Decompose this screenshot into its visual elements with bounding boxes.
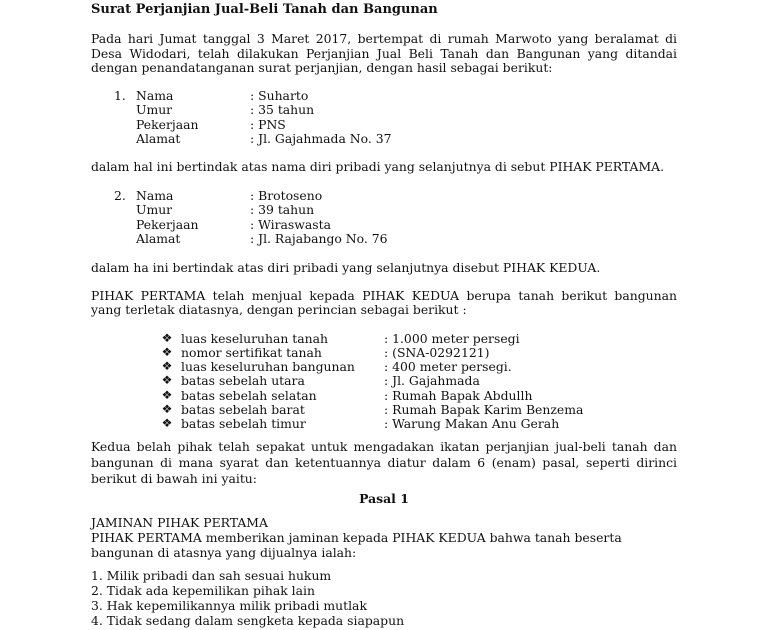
party2-value-umur: : 39 tahun [250,202,315,217]
party2-label-umur: Umur [136,202,173,217]
party1-number: 1. [114,88,126,103]
guarantee-item: 1. Milik pribadi dan sah sesuai hukum [91,568,332,583]
diamond-bullet-icon: ❖ [161,373,173,387]
party1-label-pekerjaan: Pekerjaan [136,117,199,132]
diamond-bullet-icon: ❖ [161,359,173,373]
guarantee-text-line: PIHAK PERTAMA memberikan jaminan kepada PIHAK KEDUA bahwa tanah beserta [91,530,622,545]
diamond-bullet-icon: ❖ [161,331,173,345]
detail-label: luas keseluruhan bangunan [181,359,355,374]
party1-note: dalam hal ini bertindak atas nama diri pribadi yang selanjutnya di sebut PIHAK PERTAMA. [91,159,665,174]
pasal-title [0,491,768,506]
agreement-line: berikut di bawah ini yaitu: [91,471,257,486]
intro-line: Desa Widodari, telah dilakukan Perjanjian Jual Beli Tanah dan Bangunan yang ditandai [91,46,677,61]
party1-value-umur: : 35 tahun [250,102,315,117]
diamond-bullet-icon: ❖ [161,416,173,430]
party2-value-alamat: : Jl. Rajabango No. 76 [250,231,388,246]
pasal-title-text: Pasal 1 [359,491,409,506]
party2-note: dalam ha ini bertindak atas diri pribadi yang selanjutnya disebut PIHAK KEDUA. [91,260,601,275]
party2-label-nama: Nama [136,188,174,203]
detail-label: nomor sertifikat tanah [181,345,322,360]
detail-label: luas keseluruhan tanah [181,331,329,346]
guarantee-heading: JAMINAN PIHAK PERTAMA [91,515,268,530]
party1-label-alamat: Alamat [136,131,181,146]
detail-value: : Jl. Gajahmada [384,373,480,388]
sale-line: PIHAK PERTAMA telah menjual kepada PIHAK KEDUA berupa tanah berikut bangunan [91,288,677,303]
agreement-line: Kedua belah pihak telah sepakat untuk mengadakan ikatan perjanjian jual-beli tanah dan [91,439,677,454]
party1-value-alamat: : Jl. Gajahmada No. 37 [250,131,392,146]
intro-line: Pada hari Jumat tanggal 3 Maret 2017, bertempat di rumah Marwoto yang beralamat di [91,31,677,46]
sale-line: yang terletak diatasnya, dengan perincian sebagai berikut : [91,302,467,317]
guarantee-item: 4. Tidak sedang dalam sengketa kepada siapapun [91,613,405,628]
party1-value-pekerjaan: : PNS [250,117,286,132]
party2-label-alamat: Alamat [136,231,181,246]
detail-value: : Rumah Bapak Abdullh [384,388,533,403]
diamond-bullet-icon: ❖ [161,402,173,416]
intro-line: dengan penandatanganan surat perjanjian, dengan hasil sebagai berikut: [91,60,553,75]
party1-value-nama: : Suharto [250,88,309,103]
detail-label: batas sebelah utara [181,373,305,388]
party1-label-nama: Nama [136,88,174,103]
detail-label: batas sebelah timur [181,416,306,431]
party1-label-umur: Umur [136,102,173,117]
party2-number: 2. [114,188,126,203]
detail-value: : Rumah Bapak Karim Benzema [384,402,584,417]
diamond-bullet-icon: ❖ [161,345,173,359]
party2-label-pekerjaan: Pekerjaan [136,217,199,232]
detail-value: : (SNA-0292121) [384,345,490,360]
guarantee-item: 3. Hak kepemilikannya milik pribadi mutlak [91,598,367,613]
detail-label: batas sebelah barat [181,402,305,417]
detail-label: batas sebelah selatan [181,388,317,403]
party2-value-nama: : Brotoseno [250,188,323,203]
document-title: Surat Perjanjian Jual-Beli Tanah dan Bangunan [91,2,438,17]
guarantee-text-line: bangunan di atasnya yang dijualnya ialah: [91,545,357,560]
diamond-bullet-icon: ❖ [161,388,173,402]
guarantee-item: 2. Tidak ada kepemilikan pihak lain [91,583,315,598]
detail-value: : 400 meter persegi. [384,359,512,374]
agreement-line: bangunan di mana syarat dan ketentuannya diatur dalam 6 (enam) pasal, seperti dirinci [91,455,677,470]
party2-value-pekerjaan: : Wiraswasta [250,217,331,232]
detail-value: : 1.000 meter persegi [384,331,520,346]
detail-value: : Warung Makan Anu Gerah [384,416,560,431]
